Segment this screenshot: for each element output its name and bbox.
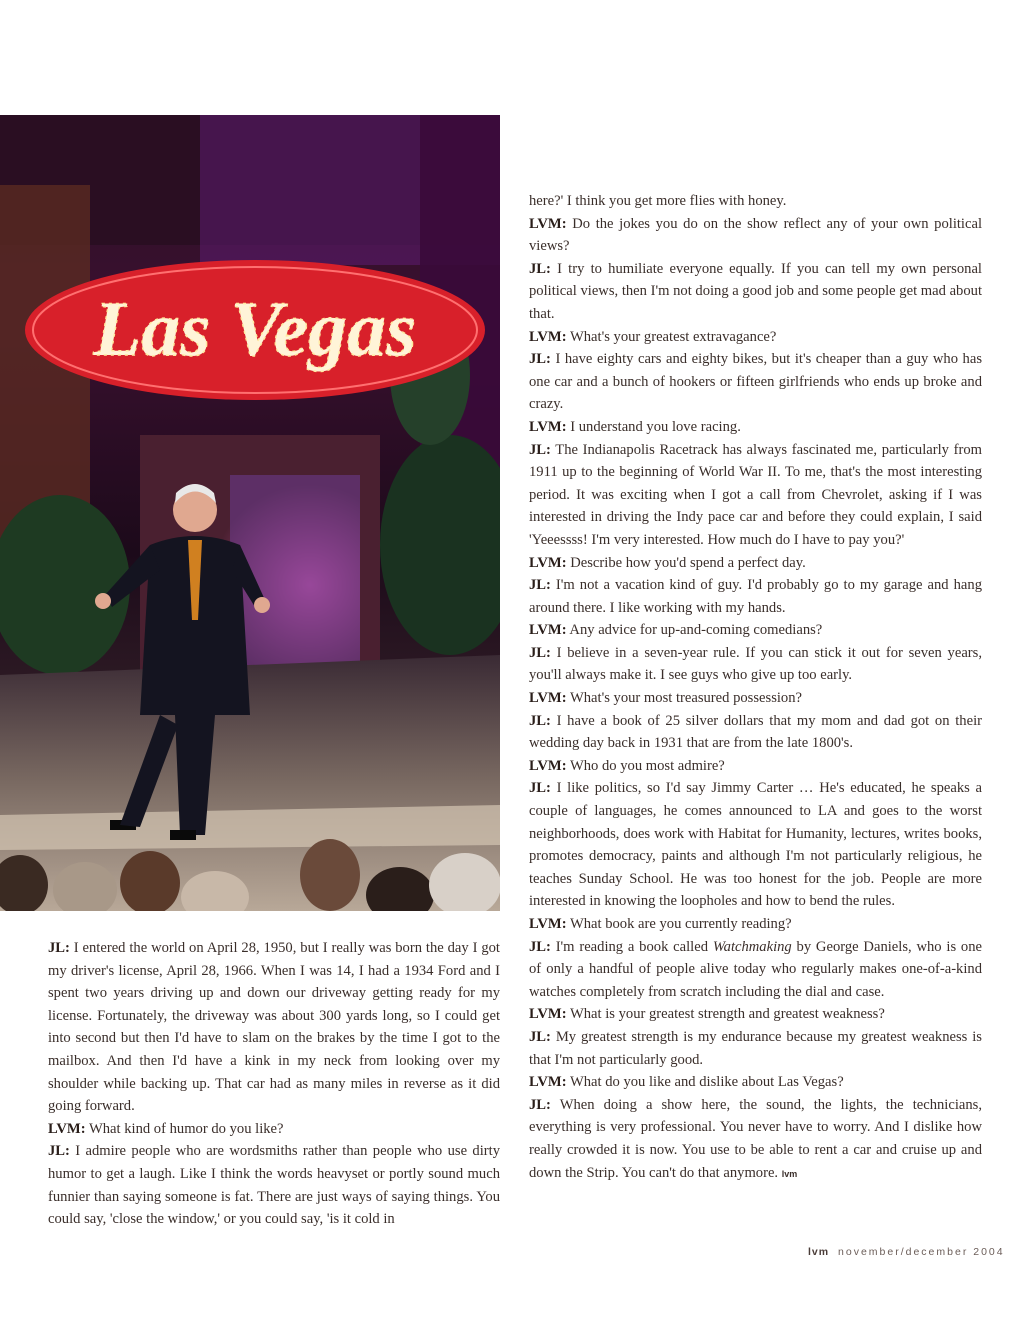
speaker-label: JL: (529, 644, 551, 661)
interview-paragraph (529, 913, 982, 936)
speaker-label: JL: (529, 260, 551, 277)
interview-paragraph (529, 416, 982, 439)
interview-paragraph (48, 1140, 500, 1230)
paragraph-text: What book are you currently reading? (566, 916, 792, 932)
speaker-label: LVM: (529, 328, 567, 345)
interview-paragraph (529, 755, 982, 778)
speaker-label: LVM: (529, 916, 567, 932)
paragraph-text: I admire people who are wordsmiths rather than people who use dirty humor to get a laugh. Like I think the words heavyset or portly sound much funnier than saying someone is fat. There are just ways of saying things. You could say, 'close the window,' or you could say, 'is it cold in (48, 1143, 500, 1228)
speaker-label: JL: (48, 1143, 70, 1160)
plant-left (0, 495, 130, 675)
paragraph-text: I try to humiliate everyone equally. If you can tell my own personal political views, then I'm not doing a good job and some people get mad about that. (529, 260, 982, 322)
speaker-label: JL: (529, 780, 551, 797)
interview-paragraph (529, 326, 982, 349)
speaker-label: JL: (529, 1028, 551, 1045)
stage-photo (0, 115, 500, 911)
paragraph-text: Any advice for up-and-coming comedians? (566, 622, 823, 639)
interview-paragraph (529, 1026, 982, 1071)
end-mark: lvm (781, 1168, 798, 1179)
interview-paragraph (529, 258, 982, 326)
speaker-label: LVM: (529, 622, 567, 639)
speaker-label: LVM: (529, 1006, 567, 1023)
interview-paragraph (529, 552, 982, 575)
neon-sign-text: Las Vegas (93, 285, 417, 372)
speaker-label: JL: (529, 712, 551, 729)
speaker-label: LVM: (529, 418, 567, 435)
footer-brand: lvm (808, 1246, 830, 1258)
page-footer (808, 1246, 1020, 1258)
speaker-label: JL: (529, 577, 551, 594)
paragraph-text: The Indianapolis Racetrack has always fascinated me, particularly from 1911 up to the beginning of World War II. To me, that's the most interesting period. It was exciting when I got a call from Chevrolet, asking if I was interested in driving the Indy pace car and before they could explain, I said 'Yeeessss! I'm very interested. How much do I have to pay you?' (529, 441, 982, 548)
interview-paragraph (529, 936, 982, 1004)
interview-paragraph (529, 687, 982, 710)
speaker-label: JL: (529, 441, 551, 458)
paragraph-text: I believe in a seven-year rule. If you can stick it out for seven years, you'll always make it. I see guys who give up too early. (529, 644, 982, 684)
interview-paragraph (529, 710, 982, 755)
interview-paragraph (529, 574, 982, 619)
interview-paragraph (529, 439, 982, 552)
paragraph-text: Describe how you'd spend a perfect day. (566, 554, 806, 571)
speaker-label: JL: (529, 938, 551, 955)
speaker-label: LVM: (529, 215, 567, 232)
paragraph-text: I'm not a vacation kind of guy. I'd probably go to my garage and hang around there. I like working with my hands. (529, 577, 982, 616)
speaker-label: LVM: (48, 1120, 86, 1137)
paragraph-text: Who do you most admire? (566, 757, 725, 774)
speaker-label: LVM: (529, 690, 567, 707)
paragraph-text: I'm reading a book called (550, 938, 713, 955)
interview-column-right (529, 190, 982, 1185)
paragraph-text: Do the jokes you do on the show reflect any of your own political views? (529, 215, 982, 255)
interview-paragraph (529, 348, 982, 416)
plant-right (380, 435, 500, 655)
speaker-label: LVM: (529, 1074, 567, 1091)
paragraph-text: I have eighty cars and eighty bikes, but it's cheaper than a guy who has one car and a bunch of hookers or fifteen girlfriends who ends up broke and crazy. (529, 351, 982, 413)
interview-paragraph (529, 190, 982, 213)
speaker-label: LVM: (529, 757, 567, 774)
paragraph-text: What's your greatest extravagance? (566, 328, 777, 345)
interview-paragraph (529, 619, 982, 642)
interview-paragraph (529, 1003, 982, 1026)
interview-paragraph (529, 642, 982, 687)
footer-issue: november/december 2004 (838, 1246, 1005, 1258)
paragraph-text: My greatest strength is my endurance because my greatest weakness is that I'm not particularly good. (529, 1028, 982, 1068)
interview-paragraph (529, 1094, 982, 1185)
paragraph-text: What kind of humor do you like? (85, 1120, 284, 1137)
paragraph-text: by George Daniels, who is one of only a handful of people alive today who regularly makes one-of-a-kind watches completely from scratch including the dial and case. (529, 938, 982, 1000)
speaker-label: JL: (529, 351, 551, 368)
interview-paragraph (48, 1118, 500, 1141)
interview-paragraph (529, 213, 982, 258)
interview-paragraph (529, 1071, 982, 1094)
paragraph-text: I like politics, so I'd say Jimmy Carter … He's educated, he speaks a couple of languages, he comes announced to LA and goes to the worst neighborhoods, does work with Habitat for Humanity, lectures, writes books, promotes democracy, paints and although I'm not particularly religious, he teaches Sunday School. He was too honest for the job. People are more interested in knowing the loopholes and how to bend the rules. (529, 780, 982, 910)
speaker-label: LVM: (529, 554, 567, 571)
paragraph-text: I have a book of 25 silver dollars that my mom and dad got on their wedding day back in 1931 that are from the late 1800's. (529, 712, 982, 752)
paragraph-text: What's your most treasured possession? (566, 690, 802, 707)
interview-paragraph (48, 937, 500, 1118)
paragraph-text: I understand you love racing. (566, 418, 741, 435)
speaker-label: JL: (48, 940, 70, 956)
interview-paragraph (529, 777, 982, 913)
paragraph-text: When doing a show here, the sound, the lights, the technicians, everything is very professional. You never have to worry. And I dislike how really crowded it is now. You use to be able to rent a car and cruise up and down the Strip. You can't do that anymore. (529, 1096, 982, 1181)
paragraph-text: I entered the world on April 28, 1950, but I really was born the day I got my driver's license, April 28, 1966. When I was 14, I had a 1934 Ford and I spent two years driving up and down our driveway getting ready for my license. Fortunately, the driveway was about 300 yards long, so I could get into second but then I'd have to slam on the brakes by the time I got to the mailbox. And then I'd have a kink in my neck from looking over my shoulder while backing up. That car had as many miles in reverse as it did going forward. (48, 940, 500, 1115)
speaker-label: JL: (529, 1096, 551, 1113)
stage-photo-illustration (0, 115, 500, 911)
paragraph-text: What is your greatest strength and greatest weakness? (566, 1006, 885, 1023)
interview-column-left (48, 937, 500, 1231)
paragraph-text: here?' I think you get more flies with honey. (529, 193, 787, 209)
book-title: Watchmaking (712, 938, 792, 955)
paragraph-text: What do you like and dislike about Las Vegas? (566, 1074, 844, 1091)
